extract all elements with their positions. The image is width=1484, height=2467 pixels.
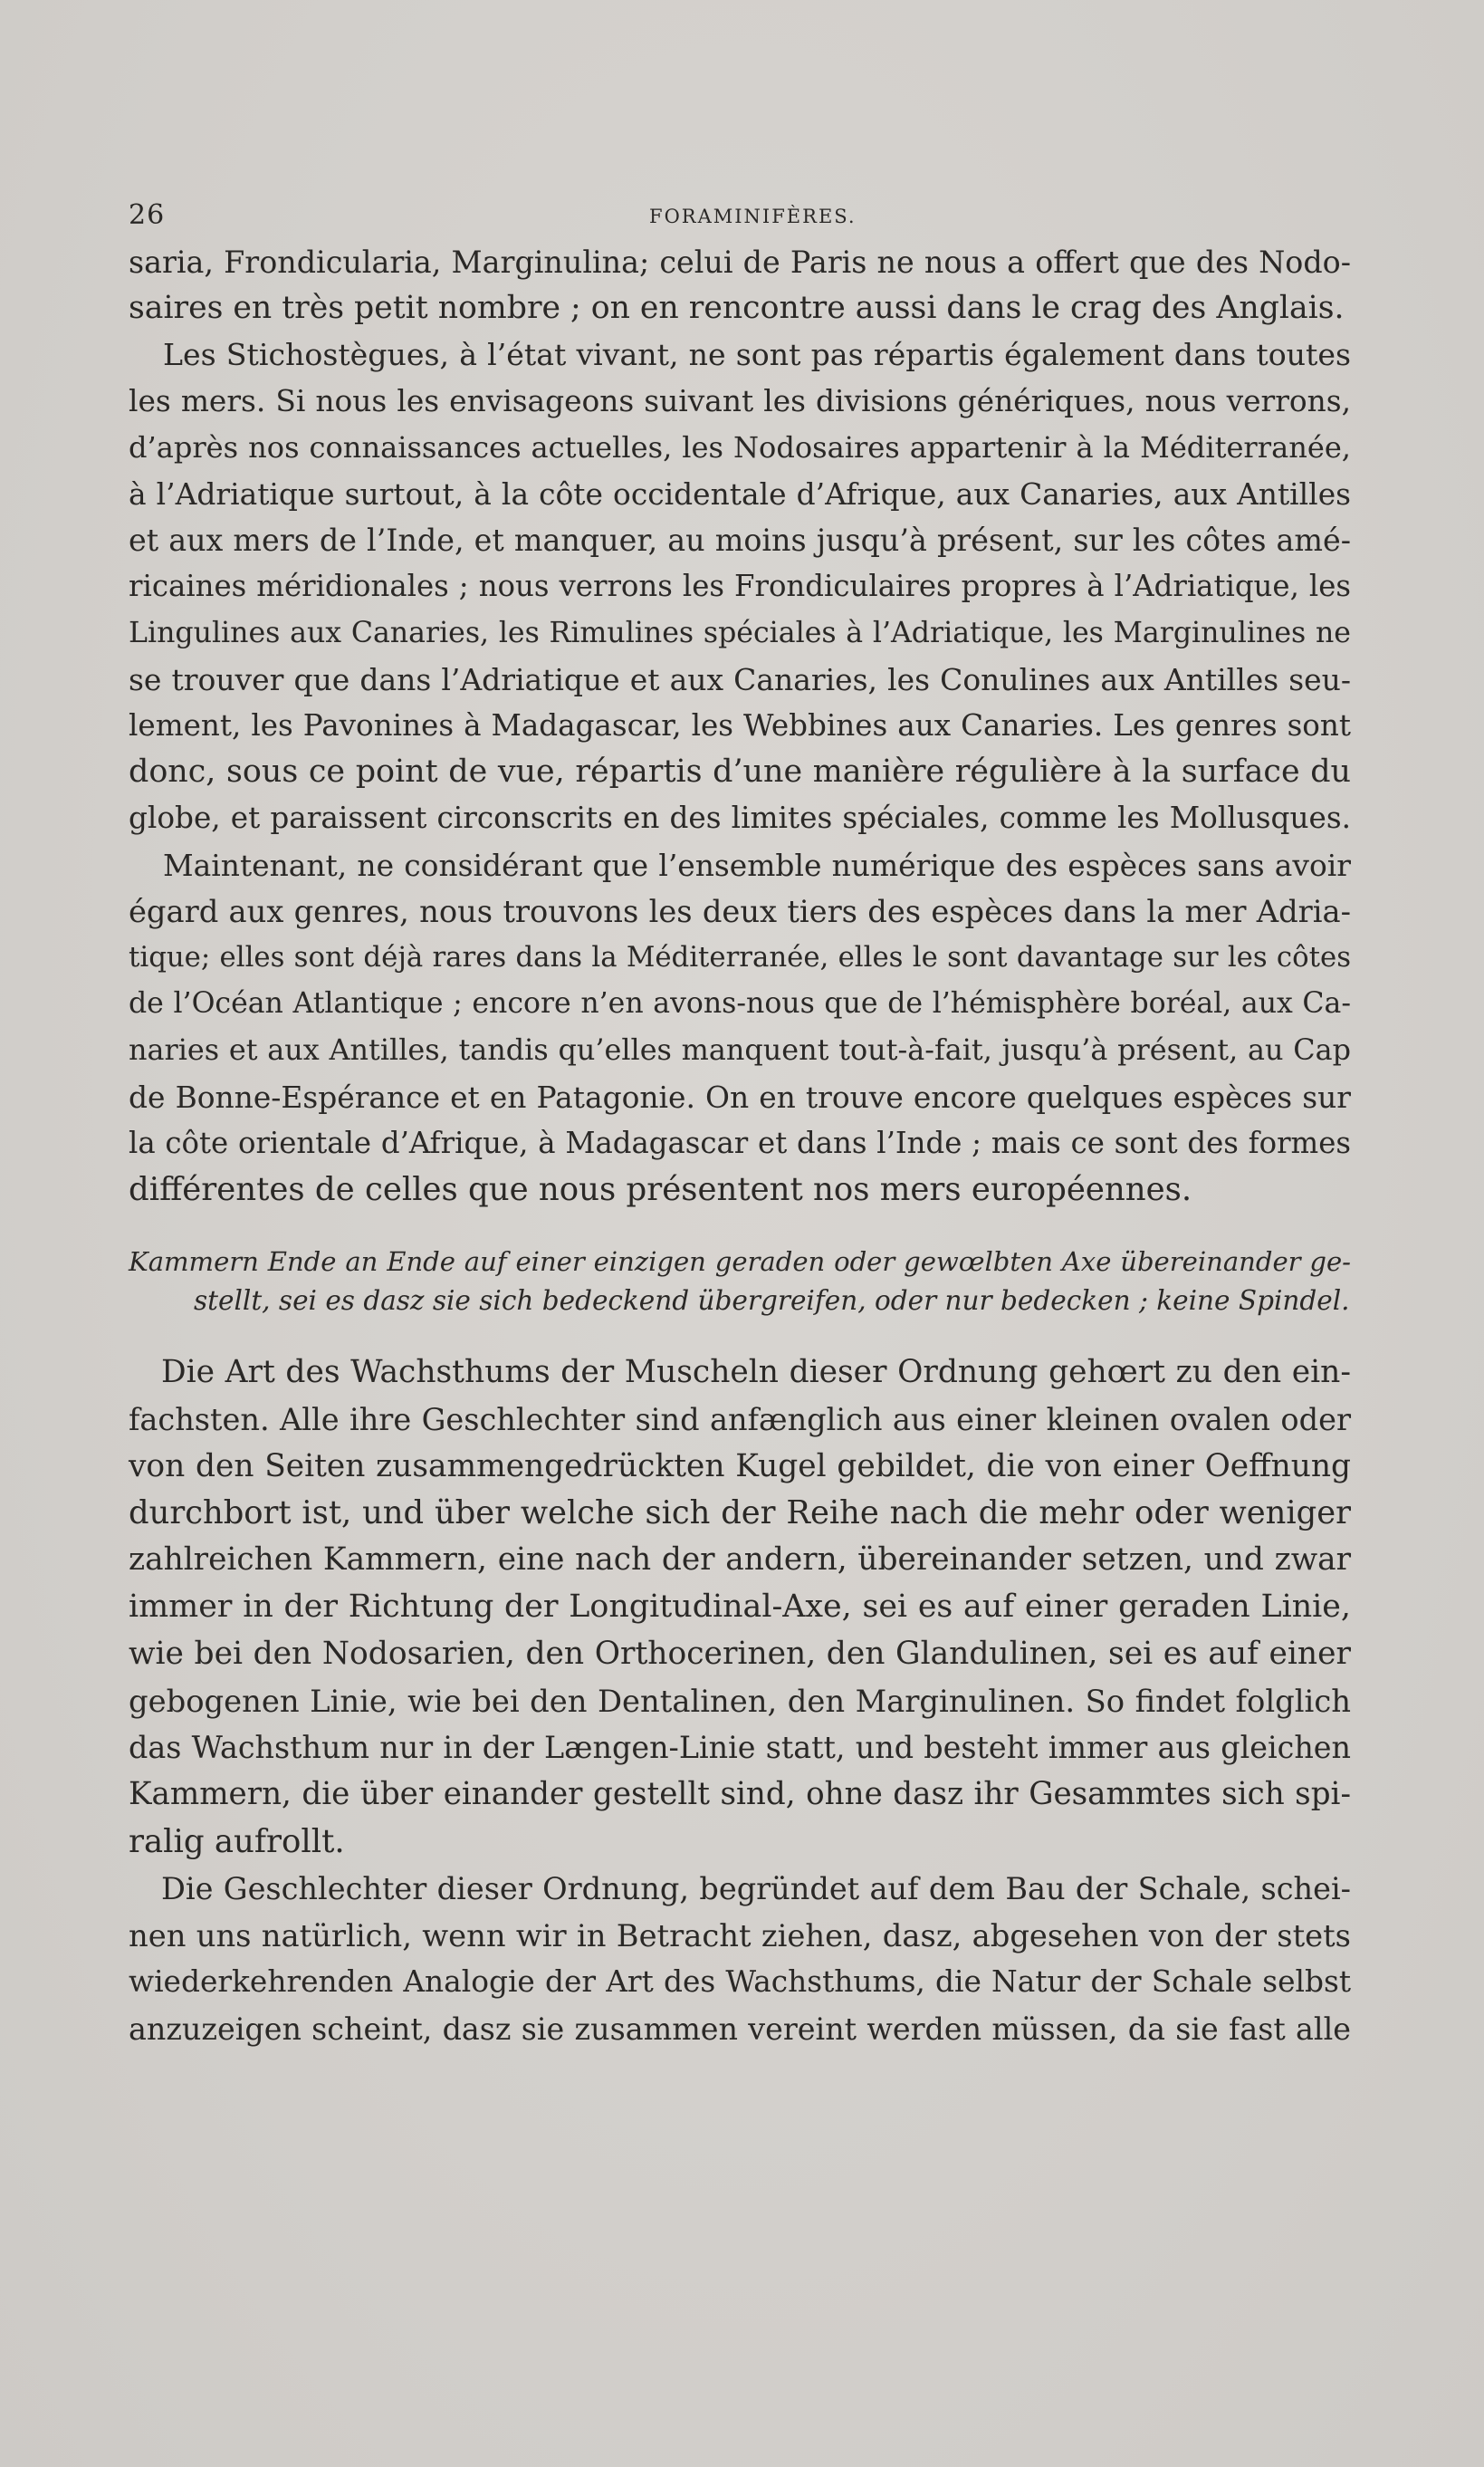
page-header bbox=[129, 197, 1351, 234]
text-line: das Wachsthum nur in der Længen-Linie statt, und besteht immer aus gleichen bbox=[129, 1730, 1351, 1766]
text-line: von den Seiten zusammengedrückten Kugel gebildet, die von einer Oeffnung bbox=[129, 1447, 1351, 1484]
text-line: lement, les Pavonines à Madagascar, les Webbines aux Canaries. Les genres sont bbox=[129, 708, 1351, 744]
text-line: Lingulines aux Canaries, les Rimulines spéciales à l’Adriatique, les Marginulines ne bbox=[129, 616, 1351, 649]
text-line: de l’Océan Atlantique ; encore n’en avons-nous que de l’hémisphère boréal, aux Ca- bbox=[129, 987, 1351, 1021]
text-line: globe, et paraissent circonscrits en des limites spéciales, comme les Mollusques. bbox=[129, 801, 1351, 836]
text-line: différentes de celles que nous présentent nos mers européennes. bbox=[129, 1171, 1192, 1209]
text-line: zahlreichen Kammern, eine nach der andern, übereinander setzen, und zwar bbox=[129, 1541, 1351, 1579]
text-line: ralig aufrollt. bbox=[129, 1822, 345, 1860]
text-line: stellt, sei es dasz sie sich bedeckend übergreifen, oder nur bedecken ; keine Spindel. bbox=[194, 1285, 1350, 1316]
paragraph bbox=[129, 842, 1351, 1214]
page-number: 26 bbox=[129, 199, 166, 231]
text-line: Kammern Ende an Ende auf einer einzigen geraden oder gewœlbten Axe übereinander ge- bbox=[129, 1246, 1351, 1277]
text-line: saires en très petit nombre ; on en rencontre aussi dans le crag des Anglais. bbox=[129, 290, 1345, 327]
text-line: saria, Frondicularia, Marginulina; celui de Paris ne nous a offert que des Nodo- bbox=[129, 245, 1351, 280]
text-line: naries et aux Antilles, tandis qu’elles manquent tout-à-fait, jusqu’à présent, au Cap bbox=[129, 1032, 1351, 1068]
text-line: Maintenant, ne considérant que l’ensemble numérique des espèces sans avoir bbox=[163, 847, 1351, 883]
text-line: d’après nos connaissances actuelles, les Nodosaires appartenir à la Méditerranée, bbox=[129, 429, 1351, 465]
text-line: de Bonne-Espérance et en Patagonie. On en trouve encore quelques espèces sur bbox=[129, 1079, 1351, 1115]
text-line: durchbort ist, und über welche sich der Reihe nach die mehr oder weniger bbox=[129, 1494, 1351, 1532]
text-line: anzuzeigen scheint, dasz sie zusammen vereint werden müssen, da sie fast alle bbox=[129, 2011, 1351, 2048]
text-line: nen uns natürlich, wenn wir in Betracht ziehen, dasz, abgesehen von der stets bbox=[129, 1917, 1351, 1953]
paragraph bbox=[129, 1349, 1351, 1866]
text-line: ricaines méridionales ; nous verrons les Frondiculaires propres à l’Adriatique, les bbox=[129, 569, 1351, 604]
text-line: Die Geschlechter dieser Ordnung, begründet auf dem Bau der Schale, schei- bbox=[161, 1870, 1351, 1906]
text-line: gebogenen Linie, wie bei den Dentalinen, den Marginulinen. So findet folglich bbox=[129, 1683, 1351, 1719]
text-line: immer in der Richtung der Longitudinal-Axe, sei es auf einer geraden Linie, bbox=[129, 1588, 1351, 1625]
text-line: Die Art des Wachsthums der Muscheln dieser Ordnung gehœrt zu den ein- bbox=[161, 1354, 1351, 1390]
text-line: égard aux genres, nous trouvons les deux tiers des espèces dans la mer Adria- bbox=[129, 893, 1351, 929]
running-head: FORAMINIFÈRES. bbox=[649, 206, 857, 227]
text-line: tique; elles sont déjà rares dans la Méditerranée, elles le sont davantage sur les côtes bbox=[129, 941, 1351, 974]
text-line: fachsten. Alle ihre Geschlechter sind anfænglich aus einer kleinen ovalen oder bbox=[129, 1401, 1351, 1437]
paragraph bbox=[129, 1866, 1351, 2053]
text-line: se trouver que dans l’Adriatique et aux Canaries, les Conulines aux Antilles seu- bbox=[129, 661, 1351, 697]
text-line: à l’Adriatique surtout, à la côte occidentale d’Afrique, aux Canaries, aux Antilles bbox=[129, 476, 1351, 513]
text-line: les mers. Si nous les envisageons suivant les divisions génériques, nous verrons, bbox=[129, 383, 1351, 418]
text-line: Kammern, die über einander gestellt sind, ohne dasz ihr Gesammtes sich spi- bbox=[129, 1776, 1351, 1813]
text-line: donc, sous ce point de vue, répartis d’une manière régulière à la surface du bbox=[129, 754, 1351, 791]
text-line: wie bei den Nodosarien, den Orthocerinen, den Glandulinen, sei es auf einer bbox=[129, 1635, 1351, 1672]
text-line: Les Stichostègues, à l’état vivant, ne sont pas répartis également dans toutes bbox=[163, 337, 1351, 373]
text-line: wiederkehrenden Analogie der Art des Wachsthums, die Natur der Schale selbst bbox=[129, 1964, 1351, 2000]
heading-paragraph bbox=[129, 1243, 1351, 1320]
text-line: la côte orientale d’Afrique, à Madagascar et dans l’Inde ; mais ce sont des formes bbox=[129, 1125, 1351, 1160]
paragraph bbox=[129, 239, 1351, 331]
german-section-heading bbox=[129, 1243, 1351, 1320]
french-text-block bbox=[129, 239, 1351, 1213]
paragraph bbox=[129, 331, 1351, 841]
text-line: et aux mers de l’Inde, et manquer, au moins jusqu’à présent, sur les côtes amé- bbox=[129, 523, 1351, 559]
german-text-block bbox=[129, 1349, 1351, 2053]
